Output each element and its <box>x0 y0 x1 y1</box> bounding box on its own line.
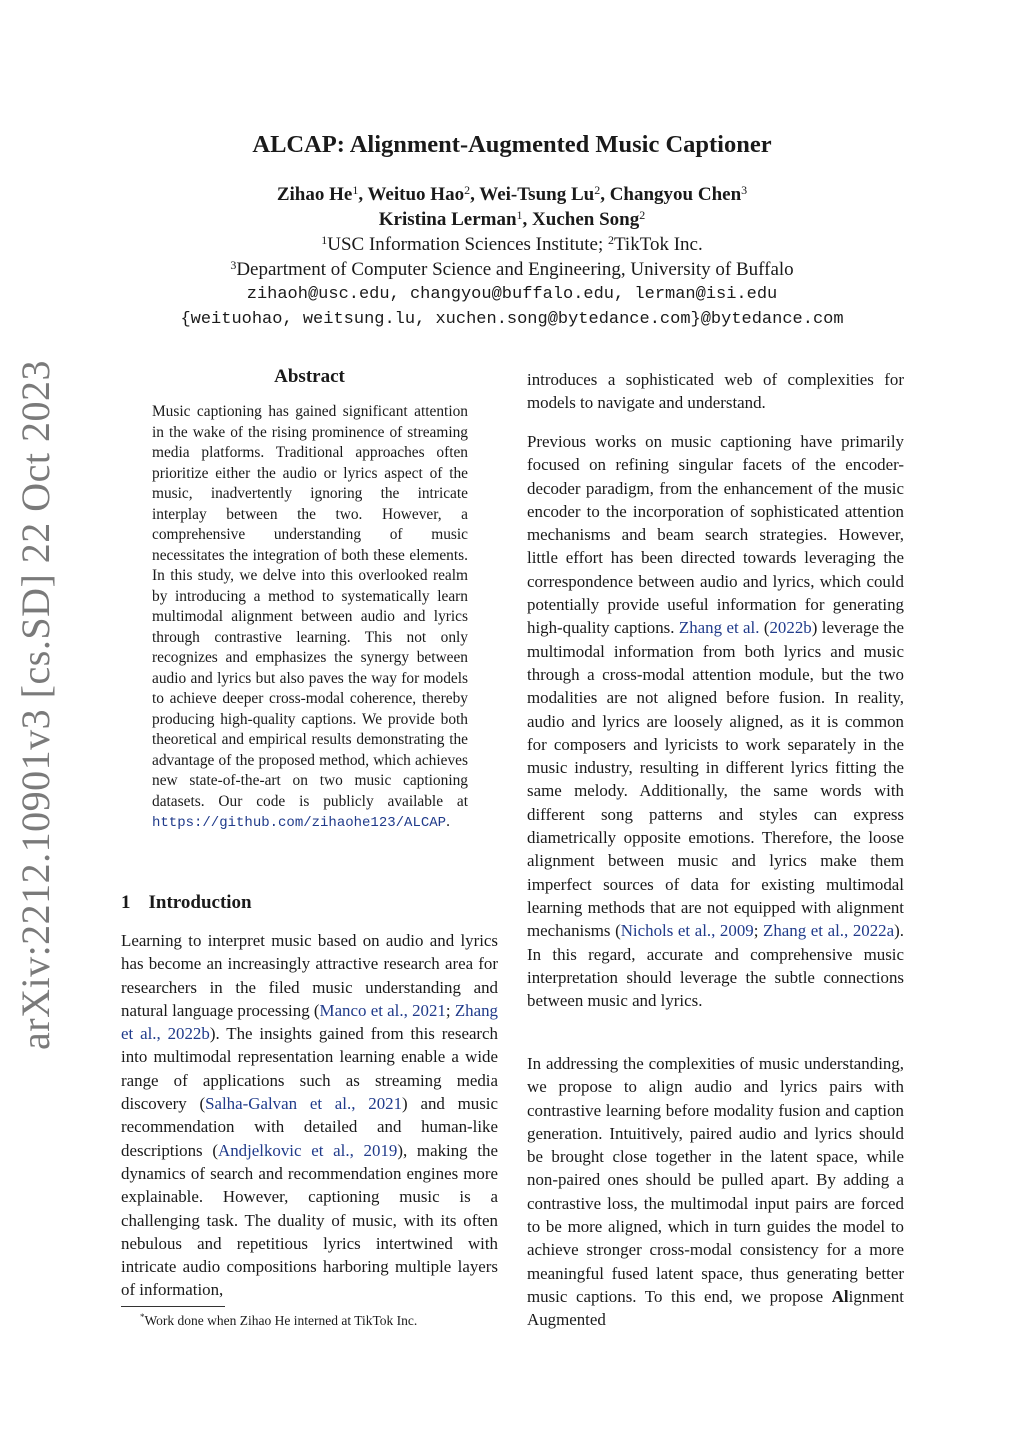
citation-link[interactable]: Zhang et al. <box>678 618 760 638</box>
right-paragraph-2: Previous works on music captioning have primarily focused on refining singular facets of the encoder-decoder paradigm, from the enhancement of the music encoder to the incorporation of sophisticated attention mechanisms and beam search strategies. However, little effort has been directed towards leveraging the correspondence between audio and lyrics, which could potentially provide useful information for generating high-quality captions. Zhang et al. (2022b) leverage the multimodal information from both lyrics and music through a cross-modal attention module, but the two modalities are not aligned before fusion. In reality, audio and lyrics are loosely aligned, as it is common for composers and lyricists to work separately in the music industry, resulting in different lyrics fitting the same melody. Additionally, the same words with different song patterns and styles can express diametrically opposite emotions. Therefore, the loose alignment between music and lyrics make them imperfect sources of data for existing multimodal learning methods that are not equipped with alignment mechanisms (Nichols et al., 2009; Zhang et al., 2022a). In this regard, accurate and comprehensive music interpretation should leverage the subtle connections between music and lyrics. <box>527 432 904 1011</box>
affiliation-mark: 1 <box>516 208 523 222</box>
footnote-mark: * <box>140 1312 145 1322</box>
right-paragraph-1: introduces a sophisticated web of complexities for models to navigate and understand. <box>527 370 904 413</box>
citation-link[interactable]: Nichols et al., 2009 <box>620 921 754 941</box>
author-name: Changyou Chen <box>609 184 742 205</box>
affiliation-line-2 <box>0 257 1024 282</box>
code-link[interactable]: https://github.com/zihaohe123/ALCAP <box>152 815 447 831</box>
affiliation-mark: 1 <box>321 233 328 247</box>
citation-link[interactable]: Zhang et al., 2022b <box>121 1000 498 1044</box>
citation-link[interactable]: Manco et al., 2021 <box>319 1000 446 1020</box>
citation-link[interactable]: Andjelkovic et al., 2019 <box>218 1140 398 1160</box>
right-paragraph-3: In addressing the complexities of music understanding, we propose to align audio and lyrics pairs with contrastive learning before modality fusion and caption generation. Intuitively, paired audio and lyrics should be brought close together in the latent space, while non-paired ones should be pulled apart. By adding a contrastive loss, the multimodal input pairs are forced to be more aligned, which in turn guides the model to achieve stronger cross-modal consistency for a more meaningful fused latent space, thus generating better music captions. To this end, we propose Alignment Augmented <box>527 1054 904 1330</box>
section-number: 1 <box>121 892 131 913</box>
affiliation-mark: 2 <box>607 233 614 247</box>
section-heading <box>121 892 252 914</box>
footnote-text: Work done when Zihao He interned at TikTok Inc. <box>144 1313 418 1328</box>
author-block <box>0 182 1024 332</box>
author-name: Weituo Hao <box>367 184 465 205</box>
email-line-1: zihaoh@usc.edu, changyou@buffalo.edu, lerman@isi.edu <box>246 285 778 304</box>
author-name: Zihao He <box>276 184 353 205</box>
affiliation-mark: 2 <box>639 208 646 222</box>
affiliation-mark: 2 <box>594 183 601 197</box>
author-name: Kristina Lerman <box>378 209 517 230</box>
author-name: Wei-Tsung Lu <box>479 184 595 205</box>
affiliation-mark: 1 <box>352 183 359 197</box>
affiliation-text: USC Information Sciences Institute; <box>327 234 608 255</box>
footnote <box>140 1313 417 1329</box>
affiliation-text: TikTok Inc. <box>613 234 703 255</box>
affiliation-mark: 3 <box>741 183 748 197</box>
citation-link[interactable]: Zhang et al., 2022a <box>763 921 895 941</box>
abstract-heading: Abstract <box>274 366 345 387</box>
citation-link[interactable]: Salha-Galvan et al., 2021 <box>205 1094 403 1114</box>
abstract-text: Music captioning has gained significant attention in the wake of the rising prominence of streaming media platforms. Traditional approaches often prioritize either the audio or lyrics aspect of the music, inadvertently ignoring the intricate interplay between the two. However, a comprehensive understanding of music necessitates the integration of both these elements. In this study, we delve into this overlooked realm by introducing a method to systematically learn multimodal alignment between audio and lyrics through contrastive learning. This not only recognizes and emphasizes the synergy between audio and lyrics but also paves the way for models to achieve deeper cross-modal coherence, thereby producing high-quality captions. We provide both theoretical and empirical results demonstrating the advantage of the proposed method, which achieves new state-of-the-art on two music captioning datasets. Our code is publicly available at <box>152 403 468 810</box>
footnote-divider <box>121 1306 225 1307</box>
section-title: Introduction <box>148 892 252 913</box>
author-line-2: Kristina Lerman$^1$, Xuchen Song$^2$ <box>378 208 646 230</box>
author-name: Xuchen Song <box>532 209 640 230</box>
affiliation-mark: 3 <box>230 258 237 272</box>
citation-link[interactable]: 2022b <box>769 618 812 638</box>
affiliation-mark: 2 <box>464 183 471 197</box>
arxiv-identifier: arXiv:2212.10901v3 [cs.SD] 22 Oct 2023 <box>13 359 58 1050</box>
introduction-paragraph: Learning to interpret music based on audio and lyrics has become an increasingly attractive research area for researchers in the filed music understanding and natural language processing (Manco et al., 2021; Zhang et al., 2022b). The insights gained from this research into multimodal representation learning enable a wide range of applications such as streaming media discovery (Salha-Galvan et al., 2021) and music recommendation with detailed and human-like descriptions (Andjelkovic et al., 2019), making the dynamics of search and recommendation engines more explainable. However, captioning music is a challenging task. The duality of music, with its often nebulous and repetitious lyrics intertwined with intricate audio compositions harboring multiple layers of information, <box>121 931 499 1300</box>
abstract-body: Music captioning has gained significant attention in the wake of the rising prominence of streaming media platforms. Traditional approaches often prioritize either the audio or lyrics aspect of the music, inadvertently ignoring the intricate interplay between the two. However, a comprehensive understanding of music necessitates the integration of both these elements. In this study, we delve into this overlooked realm by introducing a method to systematically learn multimodal alignment between audio and lyrics through contrastive learning. This not only recognizes and emphasizes the synergy between audio and lyrics but also paves the way for models to achieve deeper cross-modal coherence, thereby producing high-quality captions. We provide both theoretical and empirical results demonstrating the advantage of the proposed method, which achieves new state-of-the-art on two music captioning datasets. Our code is publicly available at https://github.com/zihaohe123/ALCAP. <box>152 403 468 831</box>
paper-title: ALCAP: Alignment-Augmented Music Captioner <box>252 131 772 158</box>
email-line-2: {weituohao, weitsung.lu, xuchen.song@bytedance.com}@bytedance.com <box>180 310 844 329</box>
affiliation-line-1 <box>0 232 1024 257</box>
author-line-1: Zihao He$^1$, Weituo Hao$^2$, Wei-Tsung Lu$^2$, Changyou Chen$^3$ <box>276 183 748 205</box>
acronym-bold: Al <box>831 1286 849 1306</box>
affiliation-text: Department of Computer Science and Engineering, University of Buffalo <box>236 259 794 280</box>
